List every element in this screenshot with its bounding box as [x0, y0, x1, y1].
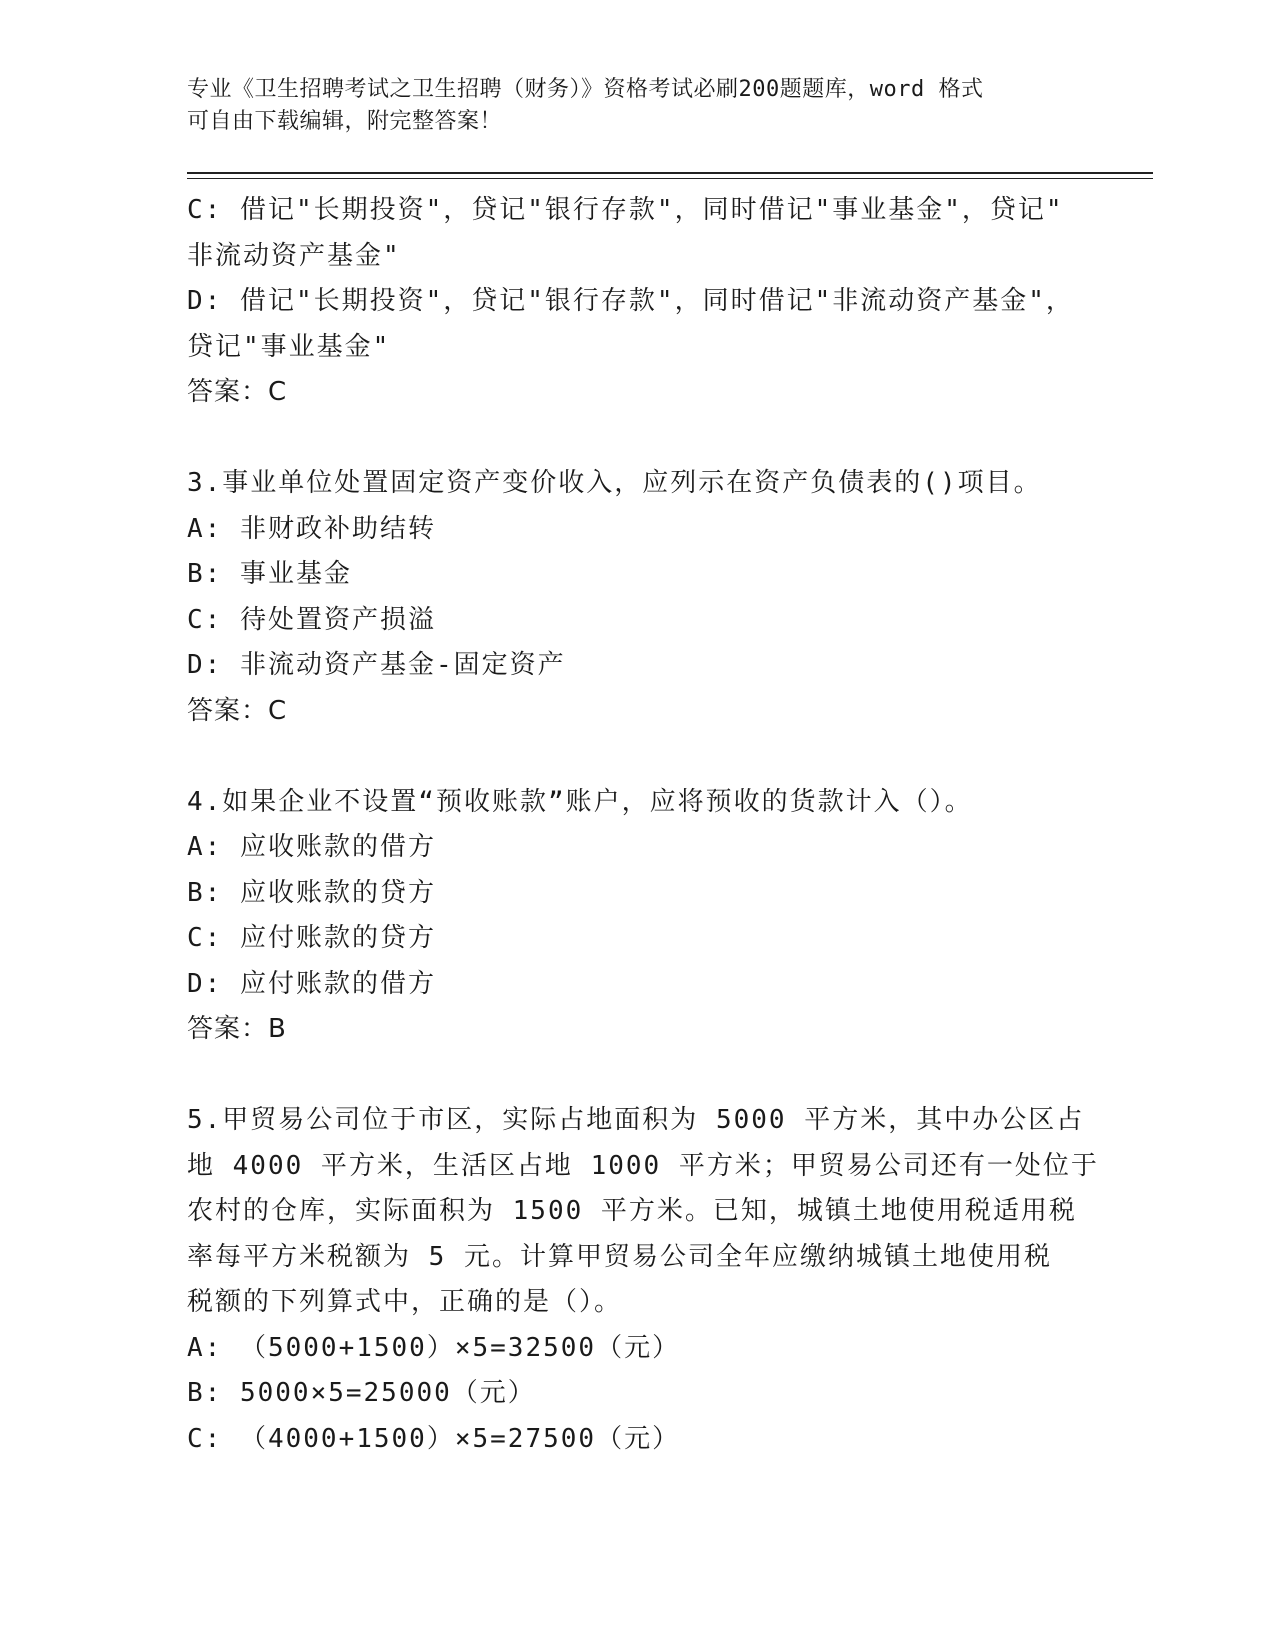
answer-label: 答案：C [187, 377, 288, 407]
option-b: B: 事业基金 [187, 559, 352, 589]
question-stem-line-2: 地 4000 平方米，生活区占地 1000 平方米；甲贸易公司还有一处位于 [187, 1150, 1099, 1181]
question-stem-line-3: 农村的仓库，实际面积为 1500 平方米。已知，城镇土地使用税适用税 [187, 1196, 1077, 1226]
option-a: A: （5000+1500）×5=32500（元） [187, 1332, 681, 1363]
option-a: A: 应收账款的借方 [187, 832, 436, 862]
option-d-line-2: 贷记"事业基金" [187, 331, 391, 362]
question-2-continued [187, 188, 1087, 416]
option-c-line-1: C: 借记"长期投资"，贷记"银行存款"，同时借记"事业基金"，贷记" [187, 195, 1064, 225]
option-d: D: 应付账款的借方 [187, 968, 436, 999]
document-header [187, 74, 1067, 138]
option-d-line-1: D: 借记"长期投资"，贷记"银行存款"，同时借记"非流动资产基金"， [187, 286, 1074, 316]
header-title-line-2: 可自由下载编辑，附完整答案！ [187, 109, 503, 134]
spacer [187, 1053, 1087, 1099]
option-b: B: 应收账款的贷方 [187, 877, 436, 908]
option-c-line-2: 非流动资产基金" [187, 240, 401, 271]
option-c: C: 待处置资产损溢 [187, 604, 436, 635]
option-d: D: 非流动资产基金-固定资产 [187, 650, 566, 680]
question-list [187, 188, 1099, 1462]
option-b: B: 5000×5=25000（元） [187, 1378, 536, 1408]
header-divider-thin [187, 178, 1153, 179]
answer-label: 答案：C [187, 695, 288, 726]
question-stem: 3.事业单位处置固定资产变价收入，应列示在资产负债表的()项目。 [187, 468, 1042, 498]
answer-label: 答案：B [187, 1014, 287, 1044]
header-title-line-1: 专业《卫生招聘考试之卫生招聘（财务）》资格考试必刷200题题库，word 格式 [187, 77, 984, 102]
question-4 [187, 780, 1087, 1053]
option-a: A: 非财政补助结转 [187, 513, 436, 544]
question-stem: 4.如果企业不设置“预收账款”账户，应将预收的货款计入（）。 [187, 786, 973, 817]
option-c: C: （4000+1500）×5=27500（元） [187, 1423, 681, 1454]
question-stem-line-4: 率每平方米税额为 5 元。计算甲贸易公司全年应缴纳城镇土地使用税 [187, 1241, 1052, 1272]
option-c: C: 应付账款的贷方 [187, 923, 436, 953]
header-divider-thick [187, 172, 1153, 174]
spacer [187, 416, 1087, 462]
spacer [187, 734, 1087, 780]
question-5 [187, 1098, 1099, 1462]
question-stem-line-1: 5.甲贸易公司位于市区，实际占地面积为 5000 平方米，其中办公区占 [187, 1105, 1085, 1135]
question-stem-line-5: 税额的下列算式中，正确的是（）。 [187, 1287, 623, 1317]
question-3 [187, 461, 1087, 734]
